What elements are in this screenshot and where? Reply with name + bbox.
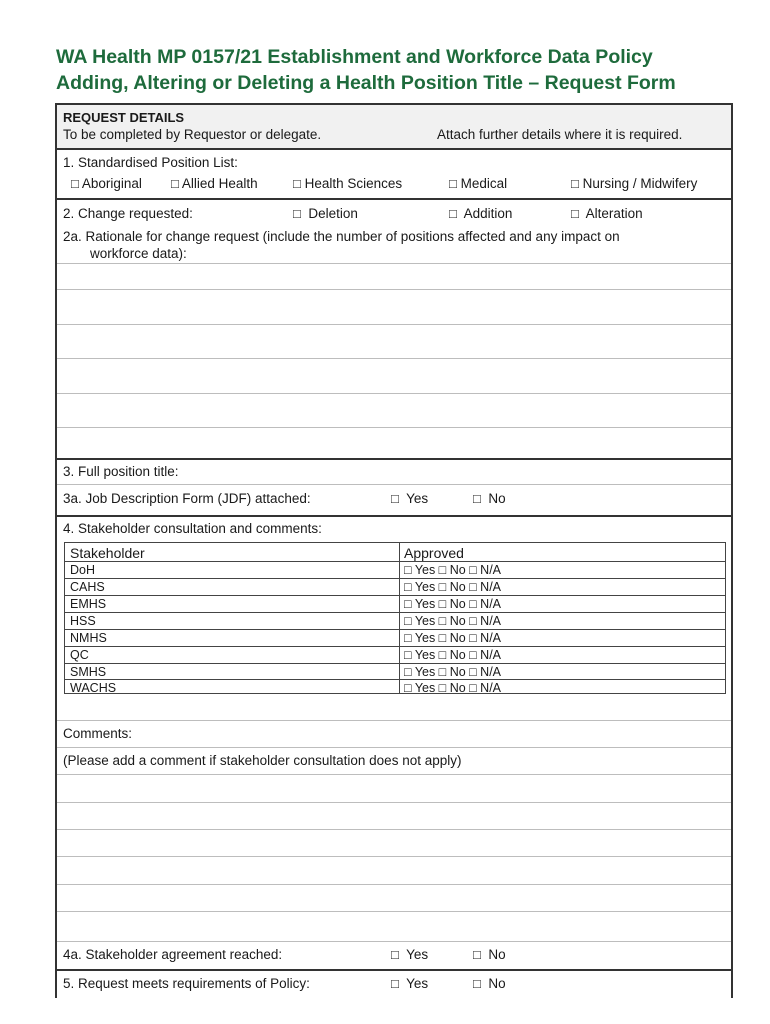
answer-line[interactable]: [57, 324, 731, 325]
q1-option-health-sciences[interactable]: □ Health Sciences: [293, 176, 403, 191]
answer-line[interactable]: [57, 289, 731, 290]
q3a-yes-option[interactable]: □ Yes: [391, 491, 429, 506]
answer-line[interactable]: [57, 263, 731, 264]
checkbox-icon[interactable]: □: [473, 491, 481, 506]
q5-label: 5. Request meets requirements of Policy:: [63, 976, 310, 991]
request-form: [55, 103, 733, 998]
checkbox-icon[interactable]: □: [473, 947, 481, 962]
q4a-label: 4a. Stakeholder agreement reached:: [63, 947, 283, 962]
approval-options[interactable]: □ Yes □ No □ N/A: [404, 631, 502, 645]
checkbox-icon[interactable]: □: [473, 976, 481, 991]
checkbox-icon[interactable]: □: [404, 614, 412, 628]
q3a-no-option[interactable]: □ No: [473, 491, 506, 506]
approval-options[interactable]: □ Yes □ No □ N/A: [404, 681, 502, 695]
checkbox-icon[interactable]: □: [404, 597, 412, 611]
approval-options[interactable]: □ Yes □ No □ N/A: [404, 563, 502, 577]
answer-line[interactable]: [57, 427, 731, 428]
stakeholder-column-header: Stakeholder: [70, 545, 145, 561]
q4a-yes-option[interactable]: □ Yes: [391, 947, 429, 962]
stakeholder-name: HSS: [70, 614, 96, 628]
table-row-line: [65, 629, 725, 630]
form-title: [56, 44, 746, 96]
answer-line[interactable]: [57, 884, 731, 885]
checkbox-icon[interactable]: □: [293, 176, 301, 191]
stakeholder-name: CAHS: [70, 580, 105, 594]
checkbox-icon[interactable]: □: [571, 176, 579, 191]
checkbox-icon[interactable]: □: [404, 648, 412, 662]
approval-options[interactable]: □ Yes □ No □ N/A: [404, 665, 502, 679]
divider: [57, 198, 731, 200]
checkbox-icon[interactable]: □: [404, 563, 412, 577]
table-row-line: [65, 595, 725, 596]
q2a-label: 2a. Rationale for change request (include the number of positions affected and any impact on: [63, 229, 620, 244]
answer-line[interactable]: [57, 747, 731, 748]
checkbox-icon[interactable]: □: [404, 631, 412, 645]
stakeholder-name: WACHS: [70, 681, 117, 695]
request-details-heading: REQUEST DETAILS: [63, 110, 185, 125]
table-row-line: [65, 646, 725, 647]
table-row-line: [65, 663, 725, 664]
q1-option-nursing-midwifery[interactable]: □ Nursing / Midwifery: [571, 176, 698, 191]
attach-details-note: Attach further details where it is required.: [437, 127, 683, 142]
answer-line[interactable]: [57, 911, 731, 912]
checkbox-icon[interactable]: □: [71, 176, 79, 191]
checkbox-icon[interactable]: □: [571, 206, 579, 221]
q1-option-allied-health[interactable]: □ Allied Health: [171, 176, 258, 191]
comments-hint: (Please add a comment if stakeholder consultation does not apply): [63, 753, 462, 768]
stakeholder-name: NMHS: [70, 631, 107, 645]
approval-options[interactable]: □ Yes □ No □ N/A: [404, 580, 502, 594]
divider: [57, 969, 731, 971]
table-row-line: [65, 612, 725, 613]
divider: [57, 148, 731, 150]
title-line-2: Adding, Altering or Deleting a Health Position Title – Request Form: [56, 72, 676, 94]
approved-column-header: Approved: [404, 545, 464, 561]
checkbox-icon[interactable]: □: [449, 206, 457, 221]
table-row-line: [65, 561, 725, 562]
checkbox-icon[interactable]: □: [404, 681, 412, 695]
approval-options[interactable]: □ Yes □ No □ N/A: [404, 648, 502, 662]
answer-line[interactable]: [57, 393, 731, 394]
q2-option-deletion[interactable]: □ Deletion: [293, 206, 358, 221]
q2a-label-cont: workforce data):: [90, 246, 187, 261]
answer-line[interactable]: [57, 358, 731, 359]
request-details-note: To be completed by Requestor or delegate.: [63, 127, 322, 142]
q1-option-aboriginal[interactable]: □ Aboriginal: [71, 176, 142, 191]
answer-line[interactable]: [57, 774, 731, 775]
q1-label: 1. Standardised Position List:: [63, 155, 238, 170]
answer-line[interactable]: [57, 720, 731, 721]
q3-label: 3. Full position title:: [63, 464, 179, 479]
checkbox-icon[interactable]: □: [391, 947, 399, 962]
checkbox-icon[interactable]: □: [391, 976, 399, 991]
title-line-1: WA Health MP 0157/21 Establishment and Workforce Data Policy: [56, 46, 653, 68]
q2-option-addition[interactable]: □ Addition: [449, 206, 513, 221]
q1-option-medical[interactable]: □ Medical: [449, 176, 508, 191]
answer-line[interactable]: [57, 484, 731, 485]
checkbox-icon[interactable]: □: [449, 176, 457, 191]
answer-line[interactable]: [57, 856, 731, 857]
checkbox-icon[interactable]: □: [391, 491, 399, 506]
divider: [57, 458, 731, 460]
stakeholder-name: SMHS: [70, 665, 107, 679]
checkbox-icon[interactable]: □: [404, 665, 412, 679]
q4a-no-option[interactable]: □ No: [473, 947, 506, 962]
comments-label: Comments:: [63, 726, 133, 741]
q5-yes-option[interactable]: □ Yes: [391, 976, 429, 991]
divider: [57, 515, 731, 517]
q3a-label: 3a. Job Description Form (JDF) attached:: [63, 491, 311, 506]
approval-options[interactable]: □ Yes □ No □ N/A: [404, 614, 502, 628]
checkbox-icon[interactable]: □: [404, 580, 412, 594]
answer-line[interactable]: [57, 941, 731, 942]
table-column-divider: [399, 543, 400, 693]
q5-no-option[interactable]: □ No: [473, 976, 506, 991]
q4-label: 4. Stakeholder consultation and comments:: [63, 521, 322, 536]
approval-options[interactable]: □ Yes □ No □ N/A: [404, 597, 502, 611]
table-row-line: [65, 679, 725, 680]
stakeholder-name: QC: [70, 648, 89, 662]
q2-option-alteration[interactable]: □ Alteration: [571, 206, 643, 221]
stakeholder-name: DoH: [70, 563, 96, 577]
checkbox-icon[interactable]: □: [293, 206, 301, 221]
q2-label: 2. Change requested:: [63, 206, 193, 221]
answer-line[interactable]: [57, 802, 731, 803]
checkbox-icon[interactable]: □: [171, 176, 179, 191]
stakeholder-name: EMHS: [70, 597, 107, 611]
stakeholder-table: [64, 542, 726, 694]
table-row-line: [65, 578, 725, 579]
answer-line[interactable]: [57, 829, 731, 830]
